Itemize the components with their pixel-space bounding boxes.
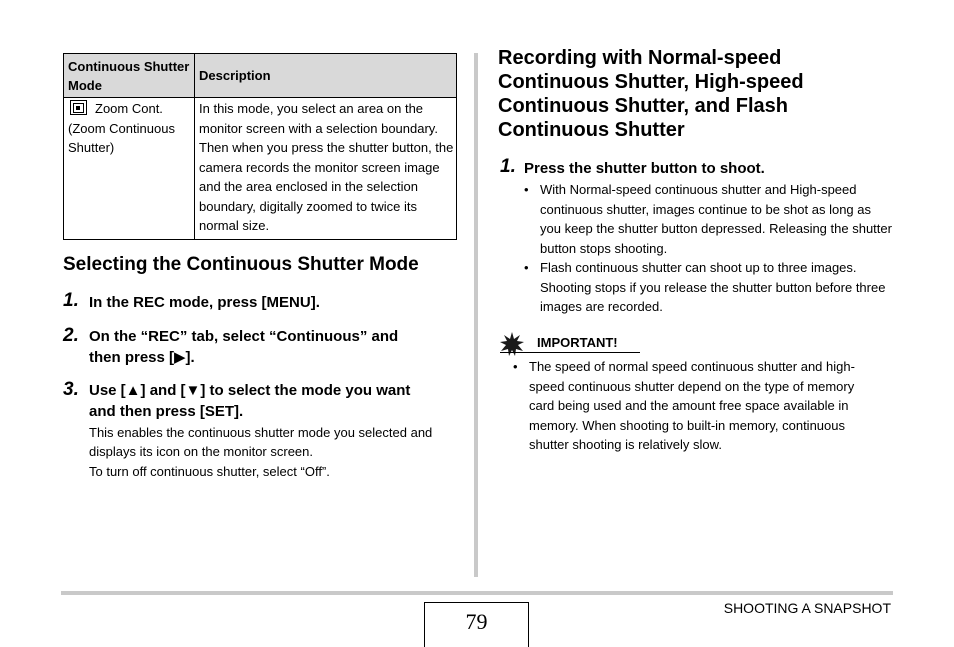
step-3-detail-line2: displays its icon on the monitor screen. (89, 444, 313, 459)
step-number: 1. (500, 156, 516, 177)
important-label: IMPORTANT! (537, 335, 618, 350)
mode-name-line2: (Zoom Continuous (68, 120, 175, 136)
mode-name-line3: Shutter) (68, 140, 115, 155)
step-1 (63, 290, 79, 312)
table-column-divider (194, 54, 195, 239)
table-cell-mode (68, 99, 192, 158)
step-2-text-line1: On the “REC” tab, select “Continuous” and (89, 328, 399, 345)
bullet-text: With Normal-speed continuous shutter and High-speed continuous shutter, images continue to be shot as long as you keep the shutter button depressed. Releasing the shutter button stops shooting. (540, 182, 892, 256)
step-1-text: In the REC mode, press [MENU]. (89, 294, 320, 311)
step-number: 3. (63, 379, 79, 400)
step-2 (63, 325, 79, 347)
step-number: 1. (63, 290, 79, 311)
bullet-text: Flash continuous shutter can shoot up to three images. Shooting stops if you release the shutter button before three images are recorded. (540, 260, 886, 315)
page-number-box (424, 602, 529, 647)
bullet-dot: • (513, 359, 518, 374)
section-title-selecting: Selecting the Continuous Shutter Mode (63, 254, 419, 275)
table-header-mode: Continuous Shutter Mode (68, 59, 190, 93)
step-number: 2. (63, 325, 79, 346)
bullet-item (524, 258, 892, 317)
table-header-description: Description (199, 68, 271, 83)
important-bullet (513, 357, 883, 455)
footer-rule (61, 591, 893, 595)
section-title-recording: Recording with Normal-speed Continuous Shutter, High-speed Continuous Shutter, and Flash Continuous Shutter (498, 47, 804, 141)
zoom-continuous-icon (70, 100, 87, 115)
page-number: 79 (465, 609, 488, 634)
step-3-detail-line1: This enables the continuous shutter mode you selected and (89, 425, 433, 440)
bullet-text: The speed of normal speed continuous shutter and high-speed continuous shutter depend on the type of memory card being used and the amount free space available in memory. When shooting to built-in memory, continuous shutter shooting is relatively slow. (529, 359, 855, 453)
step-3-text-line2: and then press [SET]. (89, 403, 244, 420)
step-3-text-line1: Use [▲] and [▼] to select the mode you want (89, 382, 411, 399)
bullet-dot: • (524, 182, 529, 197)
step-2-text-line2: then press [▶]. (89, 349, 195, 366)
step-3 (63, 379, 79, 401)
bullet-dot: • (524, 260, 529, 275)
bullet-item (524, 180, 892, 258)
step-3-detail-line3: To turn off continuous shutter, select “Off”. (89, 464, 330, 479)
mode-name: Zoom Cont. (95, 101, 163, 116)
important-underline (500, 352, 640, 353)
right-step-1-text: Press the shutter button to shoot. (524, 160, 765, 177)
footer-section-label: SHOOTING A SNAPSHOT (723, 600, 891, 616)
column-divider (474, 53, 478, 577)
table-cell-description: In this mode, you select an area on the monitor screen with a selection boundary. Then when you press the shutter button, the camera records the monitor screen image and the area enclosed in the selection boundary, digitally zoomed to twice its normal size. (199, 101, 454, 233)
shutter-mode-table (63, 53, 457, 240)
right-step-1 (500, 156, 516, 178)
